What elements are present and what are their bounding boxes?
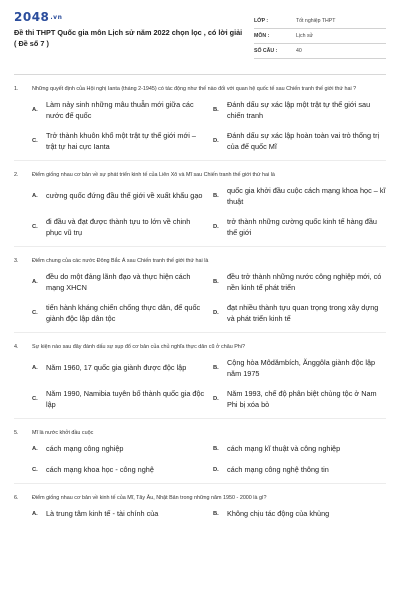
question-divider (14, 332, 386, 333)
answer-options (32, 444, 386, 475)
question-divider (14, 160, 386, 161)
option-d[interactable] (213, 465, 386, 476)
option-letter: B. (213, 279, 219, 286)
option-text: Năm 1960, 17 quốc gia giành được độc lập (46, 363, 187, 373)
option-letter: A. (32, 107, 38, 114)
question-6 (14, 494, 386, 520)
option-text: cách mạng kĩ thuật và công nghiệp (227, 444, 341, 453)
option-letter: C. (32, 138, 38, 145)
option-letter: A. (32, 511, 38, 517)
option-text: đều trở thành những nước công nghiệp mới, có nền kinh tế phát triển (227, 272, 382, 292)
option-letter: D. (213, 466, 219, 473)
option-a[interactable] (32, 509, 205, 520)
meta-row-subject (254, 29, 386, 44)
answer-options (32, 100, 386, 152)
option-letter: A. (32, 446, 38, 452)
option-c[interactable] (32, 389, 205, 410)
option-text: cường quốc đứng đầu thế giới về xuất khẩu gạo (46, 191, 203, 201)
option-text: Đánh dấu sự xác lập hoàn toàn vai trò thống trị của đế quốc Mĩ (227, 131, 380, 151)
logo-sub: .vn (50, 14, 63, 21)
option-letter: B. (213, 511, 219, 517)
option-letter: A. (32, 365, 38, 372)
question-prompt (14, 171, 386, 180)
option-letter: A. (32, 193, 38, 200)
header-divider (14, 74, 386, 75)
answer-options (32, 272, 386, 324)
option-letter: C. (32, 466, 38, 473)
question-text: Điểm chung của các nước Đông Bắc Á sau Chiến tranh thế giới thứ hai là (32, 258, 209, 264)
question-number: 3. (14, 258, 19, 264)
meta-value: Lịch sử (296, 33, 314, 39)
option-d[interactable] (213, 389, 386, 410)
option-letter: B. (213, 107, 219, 114)
option-letter: D. (213, 224, 219, 231)
option-text: đều do một đảng lãnh đạo và thực hiện cách mạng XHCN (46, 272, 191, 292)
option-letter: B. (213, 193, 219, 200)
option-d[interactable] (213, 131, 386, 152)
option-c[interactable] (32, 303, 205, 324)
meta-label: LỚP : (254, 18, 269, 24)
option-text: Cộng hòa Môdămbích, Ănggôla giành độc lập năm 1975 (227, 358, 376, 378)
option-text: Làm nảy sinh những mâu thuẫn mới giữa các nước đế quốc (46, 100, 194, 120)
question-text: Điểm giống nhau cơ bản về kinh tế của Mĩ, Tây Âu, Nhật Bản trong những năm 1950 - 2000 là gì? (32, 495, 267, 501)
option-letter: A. (32, 279, 38, 286)
question-prompt (14, 257, 386, 266)
question-text: Mĩ là nước khởi đầu cuộc (32, 430, 94, 436)
logo-main: 2048 (14, 10, 50, 24)
option-c[interactable] (32, 217, 205, 238)
question-4 (14, 343, 386, 419)
meta-label: SỐ CÂU : (254, 48, 278, 54)
option-text: Trở thành khuôn khổ một trật tự thế giới mới – trật tự hai cực Ianta (46, 131, 196, 151)
question-2 (14, 171, 386, 247)
option-letter: B. (213, 365, 219, 372)
question-number: 2. (14, 172, 19, 178)
option-d[interactable] (213, 303, 386, 324)
option-c[interactable] (32, 131, 205, 152)
option-text: Đánh dấu sự xác lập một trật tự thế giới sau chiến tranh (227, 100, 371, 120)
question-number: 6. (14, 495, 19, 501)
question-number: 4. (14, 344, 19, 350)
meta-row-class (254, 14, 386, 29)
document-header (14, 0, 386, 72)
option-letter: C. (32, 224, 38, 231)
option-text: cách mạng công nghiệp (46, 444, 124, 453)
question-prompt (14, 85, 386, 94)
answer-options (32, 186, 386, 238)
option-b[interactable] (213, 358, 386, 379)
option-a[interactable] (32, 444, 205, 455)
option-text: cách mạng khoa học - công nghệ (46, 464, 154, 474)
question-5 (14, 429, 386, 484)
question-number: 1. (14, 86, 19, 92)
option-a[interactable] (32, 358, 205, 379)
option-letter: D. (213, 396, 219, 403)
question-prompt (14, 343, 386, 352)
option-text: cách mạng công nghệ thông tin (227, 464, 329, 474)
option-text: đi đầu và đạt được thành tựu to lớn về chinh phục vũ trụ (46, 217, 191, 237)
option-letter: C. (32, 396, 38, 403)
option-text: Năm 1990, Namibia tuyên bố thành quốc gia độc lập (46, 389, 205, 409)
meta-label: MÔN : (254, 33, 270, 39)
option-letter: C. (32, 310, 38, 317)
option-text: Không chịu tác động của khủng (227, 509, 330, 518)
option-text: quốc gia khởi đầu cuộc cách mạng khoa học – kĩ thuật (227, 186, 386, 206)
option-b[interactable] (213, 272, 386, 293)
option-text: trở thành những cường quốc kinh tế hàng đầu thế giới (227, 217, 377, 237)
option-letter: D. (213, 310, 219, 317)
question-divider (14, 418, 386, 419)
question-1 (14, 85, 386, 161)
meta-value: Tốt nghiệp THPT (296, 18, 336, 24)
meta-value: 40 (296, 48, 302, 54)
option-b[interactable] (213, 444, 386, 455)
option-text: Là trung tâm kinh tế - tài chính của (46, 509, 159, 518)
option-b[interactable] (213, 186, 386, 207)
option-text: đạt nhiều thành tựu quan trọng trong xây dựng và phát triển kinh tế (227, 303, 379, 323)
option-c[interactable] (32, 465, 205, 476)
answer-options (32, 509, 386, 520)
question-3 (14, 257, 386, 333)
question-text: Sự kiện nào sau đây đánh dấu sự sụp đổ cơ bản của chủ nghĩa thực dân cũ ở châu Phi? (32, 344, 245, 350)
option-text: Năm 1993, chế độ phân biệt chủng tộc ở Nam Phi bị xóa bỏ (227, 389, 377, 409)
option-letter: B. (213, 446, 219, 452)
option-d[interactable] (213, 217, 386, 238)
option-a[interactable] (32, 186, 205, 207)
question-divider (14, 246, 386, 247)
option-a[interactable] (32, 100, 205, 121)
question-number: 5. (14, 430, 19, 436)
option-b[interactable] (213, 509, 386, 520)
option-letter: D. (213, 138, 219, 145)
option-b[interactable] (213, 100, 386, 121)
option-text: tiến hành kháng chiến chống thực dân, đế quốc giành độc lập dân tộc (46, 303, 201, 323)
exam-meta (254, 14, 386, 59)
meta-row-count (254, 44, 386, 59)
question-text: Những quyết định của Hội nghị Ianta (tháng 2-1945) có tác động như thế nào đối với quan hệ quốc tế sau Chiến tranh thế giới thứ hai ? (32, 86, 357, 92)
question-divider (14, 483, 386, 484)
document-title: Đề thi THPT Quốc gia môn Lịch sử năm 2022 chọn lọc , có lời giải ( Đề số 7 ) (14, 28, 243, 48)
question-prompt (14, 429, 386, 438)
option-a[interactable] (32, 272, 205, 293)
question-prompt (14, 494, 386, 503)
question-text: Điểm giống nhau cơ bản về sự phát triển kinh tế của Liên Xô và Mĩ sau Chiến tranh thế giới thứ hai là (32, 172, 275, 178)
answer-options (32, 358, 386, 410)
